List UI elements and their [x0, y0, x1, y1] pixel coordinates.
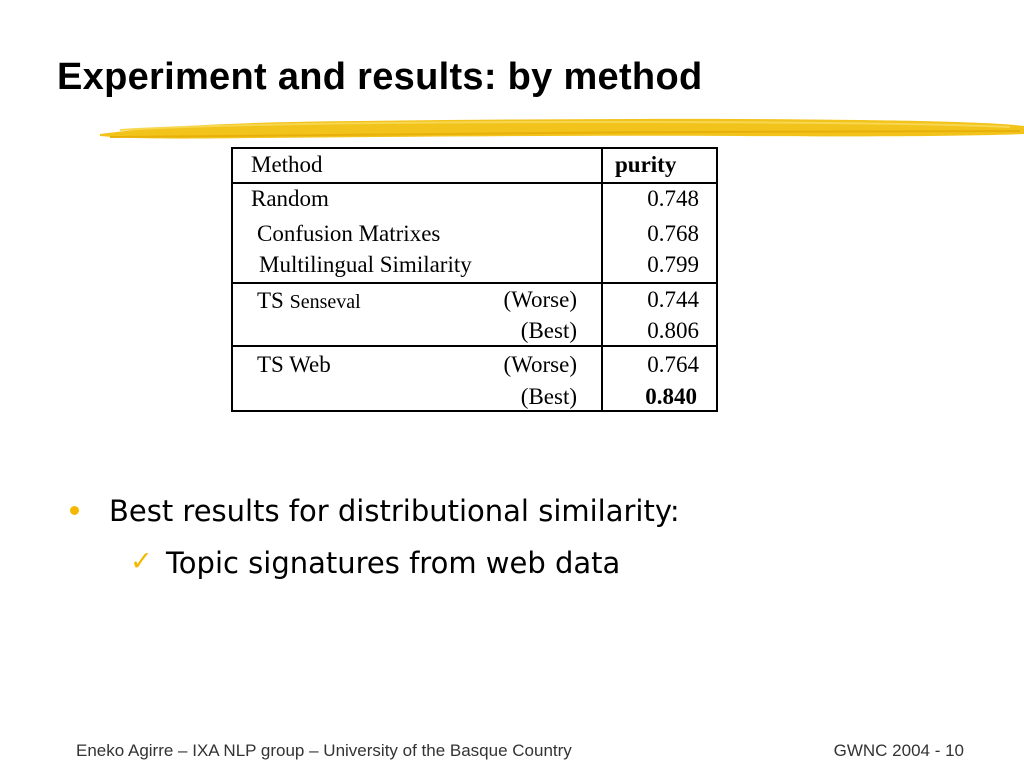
footer-slide-number: GWNC 2004 - 10: [833, 741, 964, 760]
results-table: [231, 147, 718, 412]
row-ts-web-best-label: (Best): [520, 384, 577, 409]
ts-senseval-main: TS: [257, 288, 284, 313]
table-border-right: [716, 147, 718, 412]
row-multilingual-method: Multilingual Similarity: [259, 252, 472, 277]
header-purity: purity: [615, 152, 677, 177]
footer-author: Eneko Agirre – IXA NLP group – University of the Basque Country: [76, 741, 572, 760]
row-ts-senseval-worse-label: (Worse): [503, 287, 577, 312]
row-multilingual-value: 0.799: [647, 252, 699, 277]
row-ts-senseval-method: [257, 289, 361, 312]
table-rule-header: [231, 182, 718, 184]
row-ts-senseval-worse-value: 0.744: [647, 287, 699, 312]
bullet-main-text: Best results for distributional similarity:: [109, 494, 680, 528]
row-ts-senseval-best-label: (Best): [520, 318, 577, 343]
bullet-sub-text: Topic signatures from web data: [166, 546, 621, 580]
row-ts-web-method: TS Web: [257, 352, 331, 377]
row-ts-web-best-value: 0.840: [645, 384, 697, 409]
row-confusion-method: Confusion Matrixes: [257, 221, 441, 246]
header-method: Method: [251, 152, 323, 177]
table-rule-senseval: [231, 282, 718, 284]
checkmark-icon: ✓: [130, 546, 153, 577]
title-underline-brush: [100, 112, 1024, 146]
table-rule-web: [231, 345, 718, 347]
row-ts-senseval-best-value: 0.806: [647, 318, 699, 343]
slide-title: Experiment and results: by method: [57, 56, 703, 98]
bullet-dot-icon: [70, 506, 79, 515]
table-column-divider: [601, 147, 603, 412]
table-rule-top: [231, 147, 718, 149]
table-rule-bottom: [231, 410, 718, 412]
row-ts-web-worse-value: 0.764: [647, 352, 699, 377]
row-ts-web-worse-label: (Worse): [503, 352, 577, 377]
table-border-left: [231, 147, 233, 412]
ts-senseval-sub: Senseval: [289, 291, 361, 313]
row-random-value: 0.748: [647, 186, 699, 211]
row-confusion-value: 0.768: [647, 221, 699, 246]
row-random-method: Random: [251, 186, 329, 211]
